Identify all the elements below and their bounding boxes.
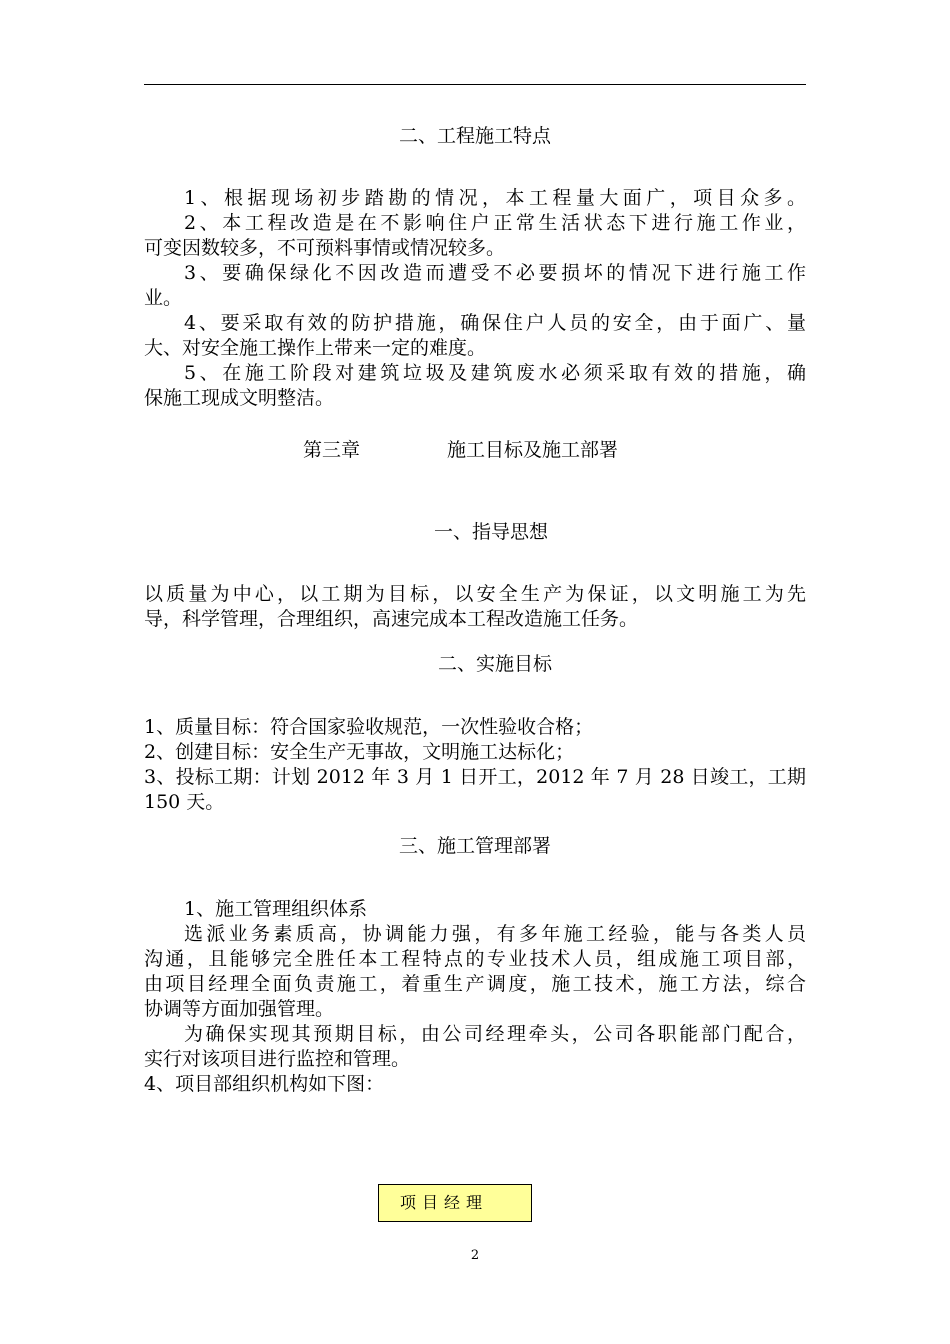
org-box-project-manager: 项目经理 [378,1184,532,1222]
management-para1-line-3: 由项目经理全面负责施工，着重生产调度，施工技术，施工方法，综合 [144,973,806,995]
goal-line-4: 150 天。 [144,791,225,813]
org-chart-intro: 4、项目部组织机构如下图： [144,1073,385,1095]
management-para2-line-1: 为确保实现其预期目标，由公司经理牵头，公司各职能部门配合， [184,1023,806,1045]
feature-item-2-line-2: 可变因数较多，不可预料事情或情况较多。 [144,237,506,259]
guiding-line-2: 导，科学管理，合理组织，高速完成本工程改造施工任务。 [144,608,639,630]
section-heading-features: 二、工程施工特点 [398,125,551,147]
chapter-title: 施工目标及施工部署 [447,439,619,461]
header-rule [144,84,806,85]
feature-item-4-line-1: 4、要采取有效的防护措施，确保住户人员的安全，由于面广、量 [184,312,806,334]
section-heading-goals: 二、实施目标 [437,653,552,675]
management-para1-line-2: 沟通，且能够完全胜任本工程特点的专业技术人员，组成施工项目部， [144,948,806,970]
management-para1-line-4: 协调等方面加强管理。 [144,998,335,1020]
section-heading-management: 三、施工管理部署 [398,835,551,857]
feature-item-4-line-2: 大、对安全施工操作上带来一定的难度。 [144,337,487,359]
feature-item-1-line-1: 1、根据现场初步踏勘的情况，本工程量大面广，项目众多。 [184,187,806,209]
feature-item-5-line-1: 5、在施工阶段对建筑垃圾及建筑废水必须采取有效的措施，确 [184,362,806,384]
feature-item-3-line-1: 3、要确保绿化不因改造而遭受不必要损坏的情况下进行施工作 [184,262,806,284]
goal-line-2: 2、创建目标：安全生产无事故，文明施工达标化； [144,741,575,763]
management-para1-line-1: 选派业务素质高，协调能力强，有多年施工经验，能与各类人员 [184,923,806,945]
guiding-line-1: 以质量为中心，以工期为目标，以安全生产为保证，以文明施工为先 [144,583,806,605]
feature-item-3-line-2: 业。 [144,287,183,309]
feature-item-5-line-2: 保施工现成文明整洁。 [144,387,335,409]
management-subheading: 1、施工管理组织体系 [184,898,368,920]
page-number: 2 [470,1248,480,1263]
chapter-number: 第三章 [303,439,361,461]
management-para2-line-2: 实行对该项目进行监控和管理。 [144,1048,411,1070]
feature-item-2-line-1: 2、本工程改造是在不影响住户正常生活状态下进行施工作业， [184,212,806,234]
section-heading-guiding: 一、指导思想 [433,521,548,543]
goal-line-3: 3、投标工期：计划 2012 年 3 月 1 日开工，2012 年 7 月 28 日竣工，工期 [144,766,806,788]
goal-line-1: 1、质量目标：符合国家验收规范，一次性验收合格； [144,716,594,738]
